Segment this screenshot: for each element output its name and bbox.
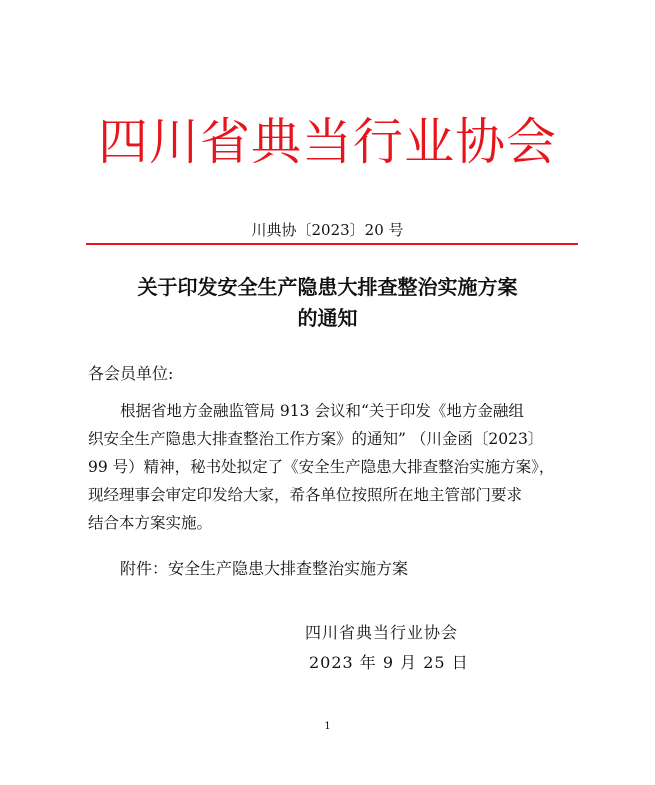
salutation: 各会员单位:	[88, 364, 174, 383]
document-number: 川典协〔2023〕20 号	[251, 221, 404, 239]
header-divider	[86, 243, 578, 245]
page-number: 1	[324, 721, 331, 732]
body-line-2: 织安全生产隐患大排查整治工作方案》的通知” （川金函〔2023〕	[88, 430, 544, 448]
attachment-note: 附件：安全生产隐患大排查整治实施方案	[120, 559, 409, 578]
body-line-3: 99 号）精神，秘书处拟定了《安全生产隐患大排查整治实施方案》，	[88, 458, 555, 476]
signature-organization: 四川省典当行业协会	[305, 623, 459, 642]
signature-date: 2023 年 9 月 25 日	[309, 653, 469, 672]
body-line-4: 现经理事会审定印发给大家，希各单位按照所在地主管部门要求	[88, 486, 523, 504]
organization-letterhead: 四川省典当行业协会	[98, 113, 557, 171]
body-paragraph	[88, 397, 583, 537]
body-line-1: 根据省地方金融监管局 913 会议和“关于印发《地方金融组	[120, 402, 524, 420]
document-title-line-1: 关于印发安全生产隐患大排查整治实施方案	[137, 275, 518, 299]
document-title-line-2: 的通知	[297, 306, 358, 330]
body-line-5: 结合本方案实施。	[88, 514, 213, 532]
document-title	[60, 272, 595, 334]
